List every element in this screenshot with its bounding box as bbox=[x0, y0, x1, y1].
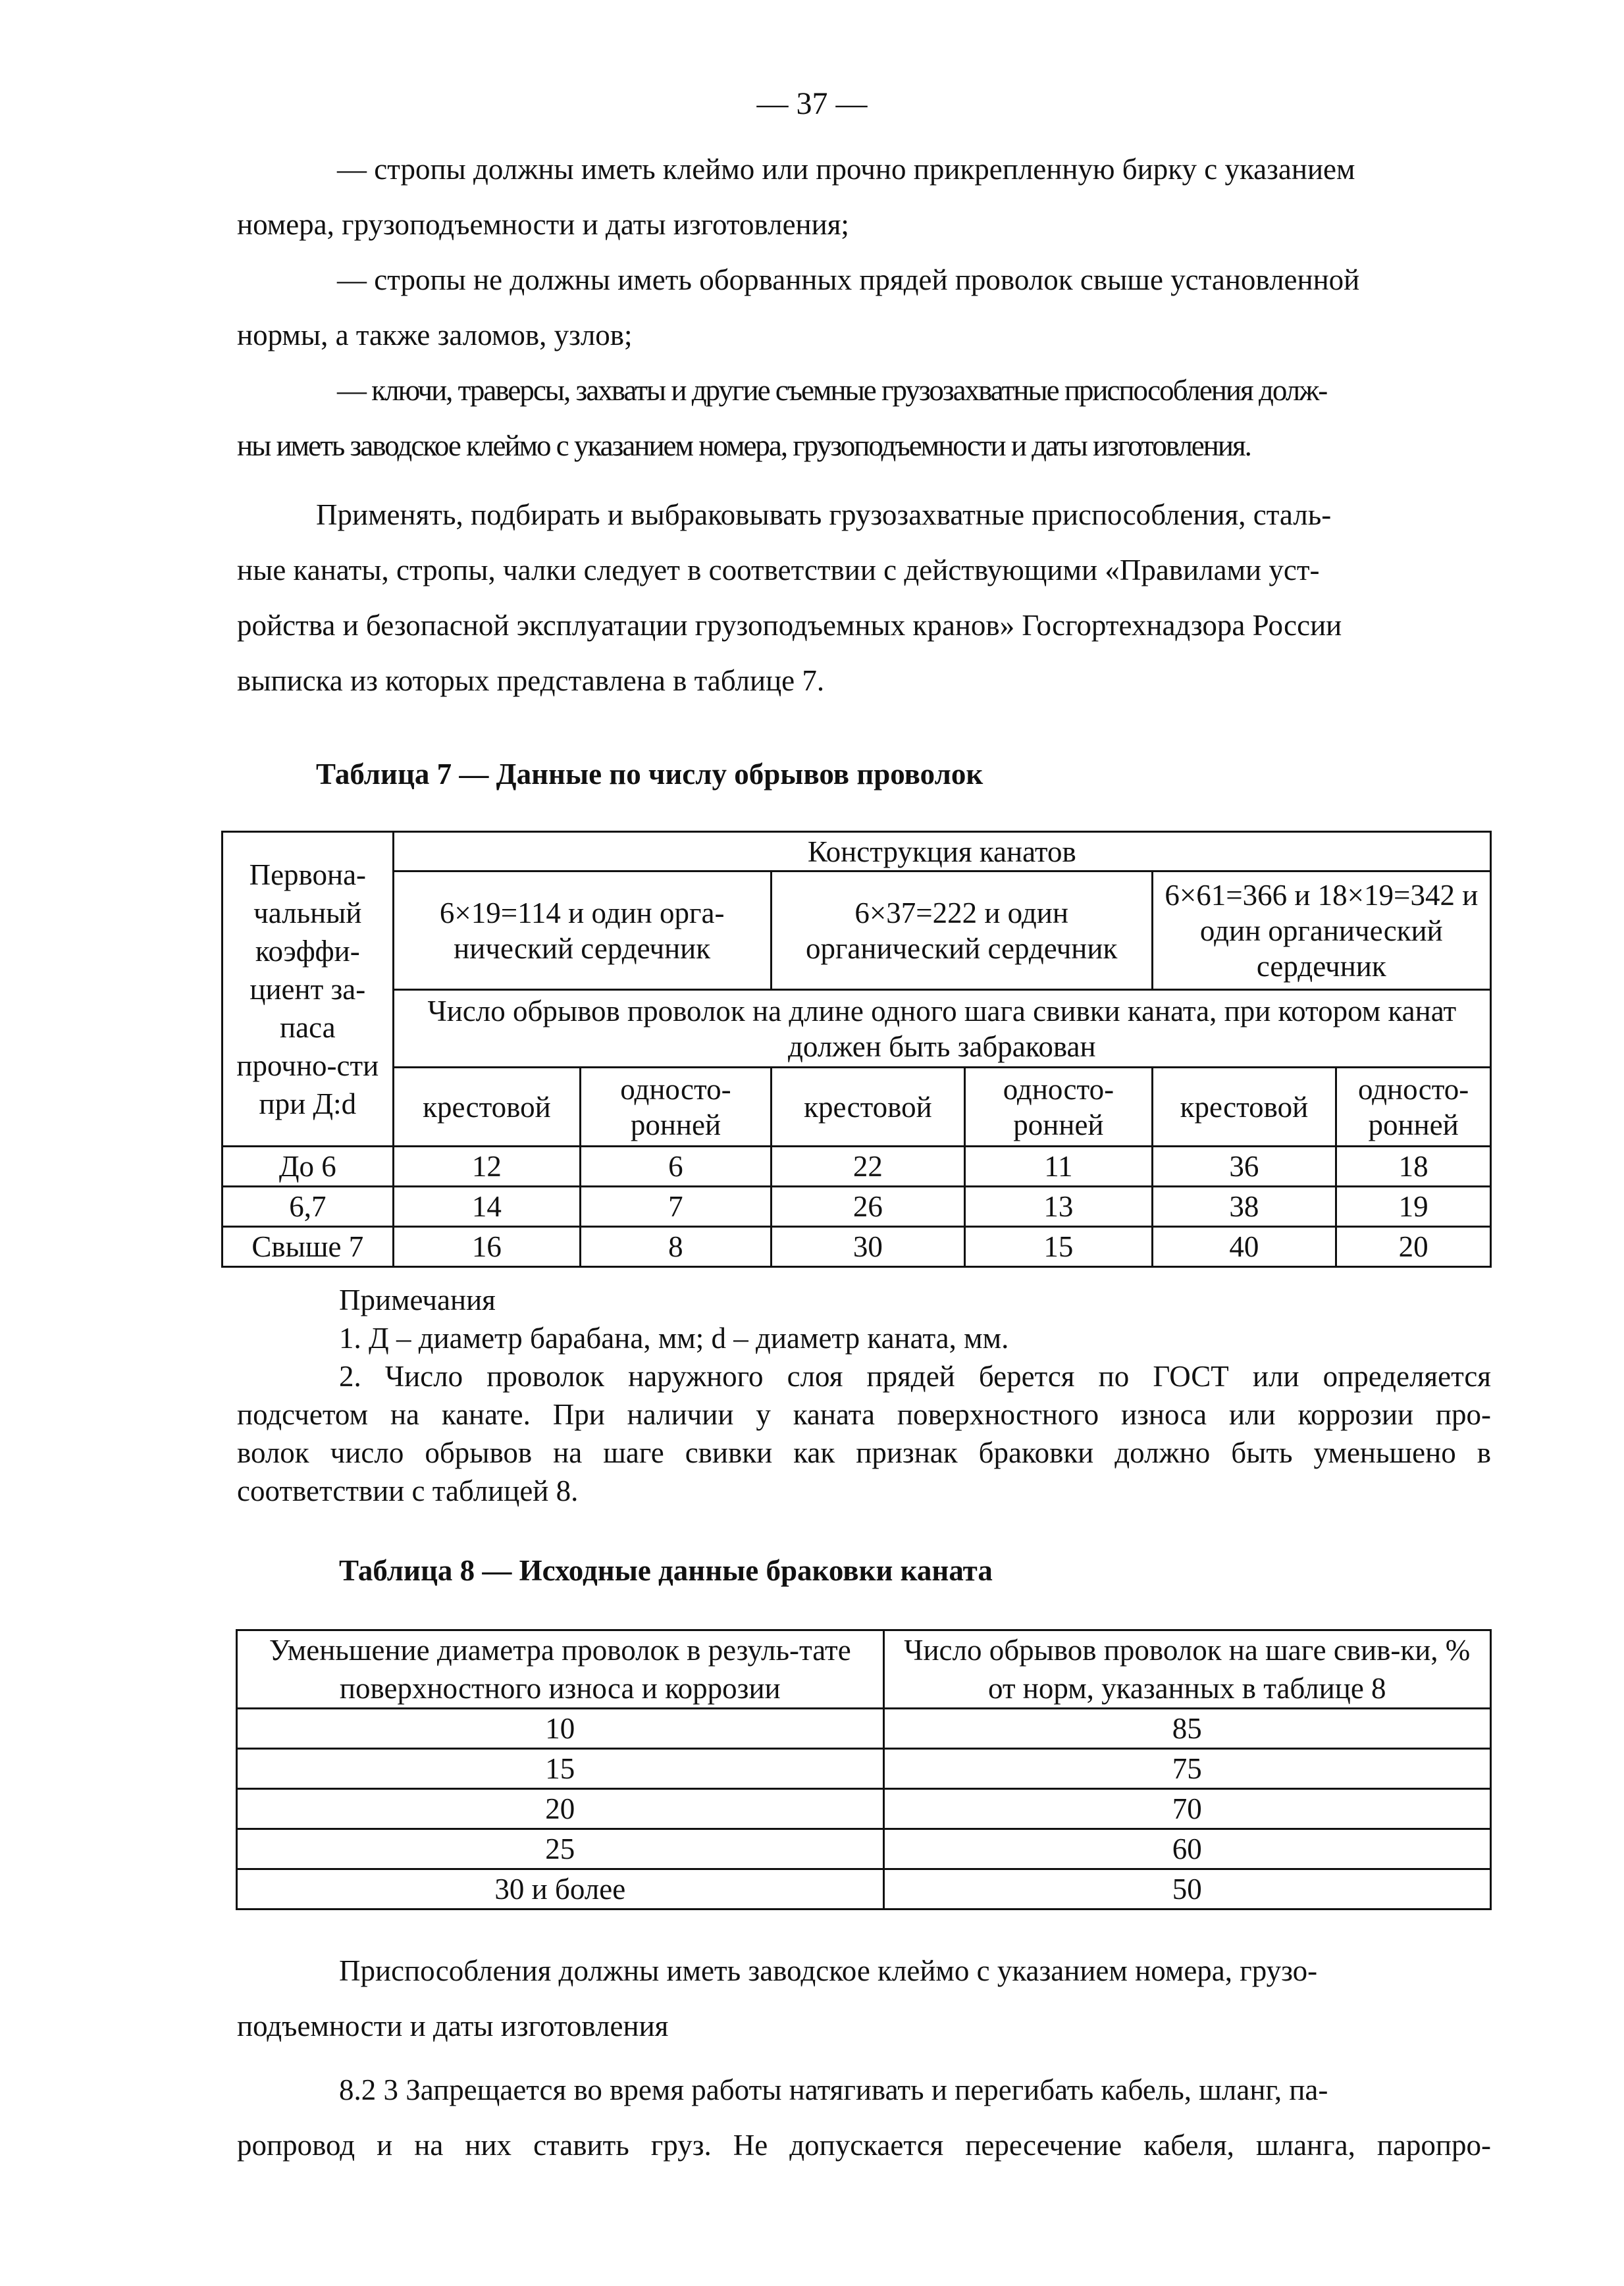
table8-col1-header: Уменьшение диаметра проволок в резуль-тате поверхностного износа и коррозии bbox=[237, 1630, 884, 1709]
table-row bbox=[223, 1227, 1491, 1267]
list-item-1b: номера, грузоподъемности и даты изготовления; bbox=[237, 208, 849, 241]
table7-corner-header: Первона-чальный коэффи-циент за-паса прочно-сти при Д:d bbox=[223, 832, 394, 1147]
table-cell: 38 bbox=[1152, 1187, 1336, 1227]
para1-line4: выписка из которых представлена в таблице 7. bbox=[237, 664, 825, 697]
table-cell: 13 bbox=[965, 1187, 1152, 1227]
table-row bbox=[237, 1749, 1491, 1789]
table-row bbox=[223, 1187, 1491, 1227]
table-cell: 10 bbox=[237, 1709, 884, 1749]
table8 bbox=[236, 1629, 1492, 1910]
table-cell: 11 bbox=[965, 1147, 1152, 1187]
list-item-2a: — стропы не должны иметь оборванных прядей проволок свыше установленной bbox=[337, 263, 1360, 296]
note-2-line2: подсчетом на канате. При наличии у каната поверхностного износа или коррозии про- bbox=[237, 1398, 1491, 1431]
table7-construction-3: 6×61=366 и 18×19=342 и один органический сердечник bbox=[1152, 871, 1490, 990]
table-cell: 18 bbox=[1336, 1147, 1491, 1187]
table8-caption: Таблица 8 — Исходные данные браковки каната bbox=[339, 1554, 993, 1587]
table7-subheader: Число обрывов проволок на длине одного шага свивки каната, при котором канат должен быть забракован bbox=[393, 990, 1490, 1068]
intro-paragraph bbox=[237, 487, 1491, 708]
lay-type-cross-1: крестовой bbox=[393, 1068, 581, 1147]
row-key: 6,7 bbox=[223, 1187, 394, 1227]
table-cell: 15 bbox=[965, 1227, 1152, 1267]
lay-type-one-side-3: односто-ронней bbox=[1336, 1068, 1491, 1147]
notes-block bbox=[237, 1281, 1491, 1510]
lay-type-one-side-1: односто-ронней bbox=[581, 1068, 771, 1147]
page-number: — 37 — bbox=[756, 86, 868, 121]
table8-col2-header: Число обрывов проволок на шаге свив-ки, % от норм, указанных в таблице 8 bbox=[883, 1630, 1490, 1709]
table-row bbox=[223, 1147, 1491, 1187]
table-cell: 75 bbox=[883, 1749, 1490, 1789]
row-key: До 6 bbox=[223, 1147, 394, 1187]
table-row bbox=[237, 1869, 1491, 1909]
fixtures-paragraph bbox=[237, 1943, 1491, 2054]
table-row bbox=[237, 1789, 1491, 1829]
note-2-line4: соответствии с таблицей 8. bbox=[237, 1474, 579, 1507]
table7-group-header: Конструкция канатов bbox=[393, 832, 1490, 871]
list-item-3a: — ключи, траверсы, захваты и другие съемные грузозахватные приспособления долж- bbox=[337, 374, 1327, 407]
note-2-line3: волок число обрывов на шаге свивки как признак браковки должно быть уменьшено в bbox=[237, 1436, 1491, 1469]
para2-line1: Приспособления должны иметь заводское клеймо с указанием номера, грузо- bbox=[339, 1954, 1318, 1987]
row-key: Свыше 7 bbox=[223, 1227, 394, 1267]
para3-line1: 8.2 3 Запрещается во время работы натягивать и перегибать кабель, шланг, па- bbox=[339, 2073, 1328, 2106]
para3-line2: ропровод и на них ставить груз. Не допускается пересечение кабеля, шланга, паропро- bbox=[237, 2129, 1491, 2162]
table-row bbox=[237, 1709, 1491, 1749]
table-cell: 85 bbox=[883, 1709, 1490, 1749]
table-cell: 20 bbox=[237, 1789, 884, 1829]
table-cell: 19 bbox=[1336, 1187, 1491, 1227]
table-cell: 22 bbox=[771, 1147, 965, 1187]
table-row bbox=[237, 1829, 1491, 1869]
section-8-2-3-paragraph bbox=[237, 2062, 1491, 2173]
table-cell: 6 bbox=[581, 1147, 771, 1187]
note-1: 1. Д – диаметр барабана, мм; d – диаметр каната, мм. bbox=[339, 1322, 1009, 1355]
para1-line3: ройства и безопасной эксплуатации грузоподъемных кранов» Госгортехнадзора России bbox=[237, 609, 1342, 642]
list-item-2b: нормы, а также заломов, узлов; bbox=[237, 319, 633, 351]
table7 bbox=[221, 831, 1492, 1268]
table-cell: 16 bbox=[393, 1227, 581, 1267]
table7-construction-1: 6×19=114 и один орга-нический сердечник bbox=[393, 871, 771, 990]
table7-caption: Таблица 7 — Данные по числу обрывов проволок bbox=[316, 758, 983, 791]
table-cell: 50 bbox=[883, 1869, 1490, 1909]
table-cell: 25 bbox=[237, 1829, 884, 1869]
table-cell: 20 bbox=[1336, 1227, 1491, 1267]
para1-line1: Применять, подбирать и выбраковывать грузозахватные приспособления, сталь- bbox=[316, 498, 1332, 531]
table-cell: 36 bbox=[1152, 1147, 1336, 1187]
table-cell: 14 bbox=[393, 1187, 581, 1227]
table-cell: 15 bbox=[237, 1749, 884, 1789]
table-cell: 60 bbox=[883, 1829, 1490, 1869]
para1-line2: ные канаты, стропы, чалки следует в соответствии с действующими «Правилами уст- bbox=[237, 554, 1320, 586]
lay-type-one-side-2: односто-ронней bbox=[965, 1068, 1152, 1147]
lay-type-cross-2: крестовой bbox=[771, 1068, 965, 1147]
table-cell: 30 bbox=[771, 1227, 965, 1267]
table-cell: 7 bbox=[581, 1187, 771, 1227]
table-cell: 30 и более bbox=[237, 1869, 884, 1909]
note-2-line1: 2. Число проволок наружного слоя прядей берется по ГОСТ или определяется bbox=[339, 1360, 1491, 1393]
table-cell: 70 bbox=[883, 1789, 1490, 1829]
list-item-3b: ны иметь заводское клеймо с указанием номера, грузоподъемности и даты изготовления. bbox=[237, 429, 1251, 462]
table-cell: 40 bbox=[1152, 1227, 1336, 1267]
table-cell: 12 bbox=[393, 1147, 581, 1187]
table-cell: 8 bbox=[581, 1227, 771, 1267]
lay-type-cross-3: крестовой bbox=[1152, 1068, 1336, 1147]
table7-construction-2: 6×37=222 и один органический сердечник bbox=[771, 871, 1152, 990]
para2-line2: подъемности и даты изготовления bbox=[237, 2010, 669, 2042]
notes-title: Примечания bbox=[339, 1284, 496, 1316]
bullet-list bbox=[237, 142, 1491, 473]
table-cell: 26 bbox=[771, 1187, 965, 1227]
list-item-1a: — стропы должны иметь клеймо или прочно прикрепленную бирку с указанием bbox=[337, 153, 1355, 186]
